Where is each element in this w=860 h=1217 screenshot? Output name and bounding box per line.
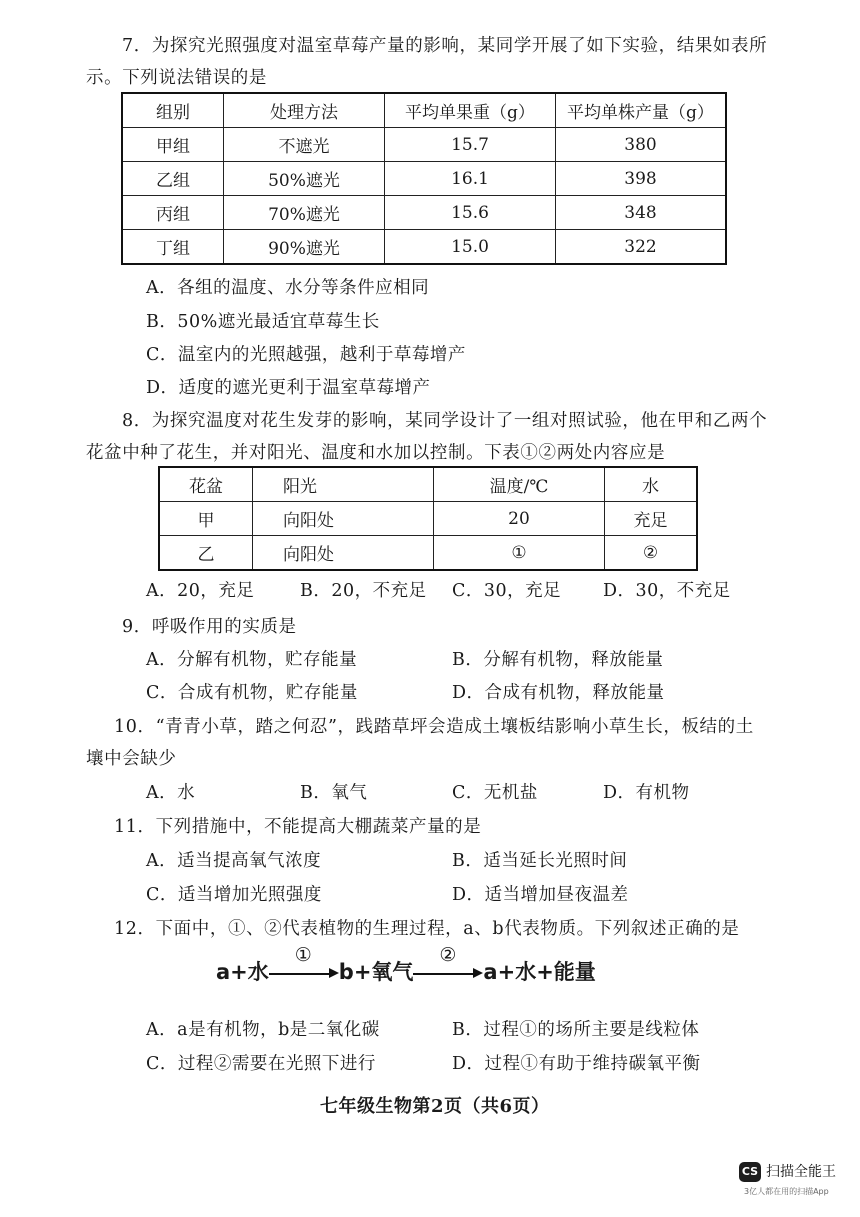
process-arrow-1 (269, 944, 339, 988)
q10-stem-line1: 10．“青青小草，踏之何忍”，践踏草坪会造成土壤板结影响小草生长，板结的土 (114, 717, 754, 737)
table-cell: 15.0 (385, 230, 556, 265)
process-arrow-2 (413, 944, 483, 988)
table-cell: 乙组 (122, 162, 224, 196)
table-cell: 15.7 (385, 128, 556, 162)
page-footer: 七年级生物第2页（共6页） (320, 1096, 550, 1117)
table-row (122, 128, 726, 162)
q8-option-c: C．30，充足 (452, 581, 562, 601)
q8-option-b: B．20，不充足 (300, 581, 427, 601)
table-row (159, 502, 697, 536)
q8-option-d: D．30，不充足 (603, 581, 731, 601)
q9-option-a: A．分解有机物，贮存能量 (146, 650, 358, 670)
q9-option-b: B．分解有机物，释放能量 (452, 650, 664, 670)
table-cell: 不遮光 (224, 128, 385, 162)
q9-option-c: C．合成有机物，贮存能量 (146, 683, 358, 703)
table-header-cell: 组别 (122, 93, 224, 128)
q8-table (158, 466, 698, 571)
q10-stem-line2: 壤中会缺少 (86, 749, 177, 769)
table-header-cell: 阳光 (253, 467, 434, 502)
table-cell: 90%遮光 (224, 230, 385, 265)
q12-option-b: B．过程①的场所主要是线粒体 (452, 1020, 700, 1040)
q7-table (121, 92, 727, 265)
watermark-name: 扫描全能王 (766, 1164, 836, 1180)
table-row (122, 162, 726, 196)
q11-option-c: C．适当增加光照强度 (146, 885, 322, 905)
equation-intermediate: b+氧气 (338, 960, 414, 984)
q7-option-b: B．50%遮光最适宜草莓生长 (146, 312, 380, 332)
q11-option-b: B．适当延长光照时间 (452, 851, 628, 871)
q12-option-d: D．过程①有助于维持碳氧平衡 (452, 1054, 701, 1074)
table-cell: 16.1 (385, 162, 556, 196)
table-cell: ② (605, 536, 698, 571)
watermark-tagline: 3亿人都在用的扫描App (744, 1187, 829, 1196)
table-header-cell: 平均单株产量（g） (556, 93, 727, 128)
q7-option-c: C．温室内的光照越强，越利于草莓增产 (146, 345, 466, 365)
table-cell: 向阳处 (253, 502, 434, 536)
table-cell: ① (434, 536, 605, 571)
table-cell: 20 (434, 502, 605, 536)
q10-option-b: B．氧气 (300, 783, 368, 803)
table-cell: 322 (556, 230, 727, 265)
q11-stem: 11．下列措施中，不能提高大棚蔬菜产量的是 (114, 817, 482, 837)
table-cell: 向阳处 (253, 536, 434, 571)
table-row (122, 230, 726, 265)
table-header-row (122, 93, 726, 128)
equation-reactants: a+水 (216, 960, 269, 984)
table-header-cell: 水 (605, 467, 698, 502)
q7-stem-line1: 7．为探究光照强度对温室草莓产量的影响，某同学开展了如下实验，结果如表所 (122, 36, 768, 56)
table-cell: 甲组 (122, 128, 224, 162)
q11-option-a: A．适当提高氧气浓度 (146, 851, 322, 871)
q8-stem-line1: 8．为探究温度对花生发芽的影响，某同学设计了一组对照试验，他在甲和乙两个 (122, 411, 768, 431)
table-header-cell: 处理方法 (224, 93, 385, 128)
process-label-2: ② (439, 944, 457, 966)
q9-stem: 9．呼吸作用的实质是 (122, 617, 297, 637)
table-cell: 充足 (605, 502, 698, 536)
table-cell: 380 (556, 128, 727, 162)
q7-option-d: D．适度的遮光更利于温室草莓增产 (146, 378, 431, 398)
q12-equation (216, 944, 596, 988)
table-header-cell: 花盆 (159, 467, 253, 502)
q10-option-d: D．有机物 (603, 783, 690, 803)
table-row (122, 196, 726, 230)
table-header-cell: 平均单果重（g） (385, 93, 556, 128)
table-cell: 丁组 (122, 230, 224, 265)
table-cell: 50%遮光 (224, 162, 385, 196)
process-label-1: ① (294, 944, 312, 966)
q8-stem-line2: 花盆中种了花生，并对阳光、温度和水加以控制。下表①②两处内容应是 (86, 443, 666, 463)
table-cell: 15.6 (385, 196, 556, 230)
q12-stem: 12．下面中，①、②代表植物的生理过程，a、b代表物质。下列叙述正确的是 (114, 919, 740, 939)
table-header-cell: 温度/℃ (434, 467, 605, 502)
q10-option-a: A．水 (146, 783, 196, 803)
table-cell: 348 (556, 196, 727, 230)
q9-option-d: D．合成有机物，释放能量 (452, 683, 665, 703)
q11-option-d: D．适当增加昼夜温差 (452, 885, 629, 905)
table-cell: 丙组 (122, 196, 224, 230)
table-cell: 70%遮光 (224, 196, 385, 230)
camscanner-logo-icon: CS (739, 1162, 761, 1182)
q7-option-a: A．各组的温度、水分等条件应相同 (146, 278, 430, 298)
table-row (159, 536, 697, 571)
q10-option-c: C．无机盐 (452, 783, 538, 803)
q12-option-c: C．过程②需要在光照下进行 (146, 1054, 376, 1074)
table-cell: 乙 (159, 536, 253, 571)
q12-option-a: A．a是有机物，b是二氧化碳 (146, 1020, 380, 1040)
table-header-row (159, 467, 697, 502)
q8-option-a: A．20，充足 (146, 581, 255, 601)
table-cell: 甲 (159, 502, 253, 536)
table-cell: 398 (556, 162, 727, 196)
equation-products: a+水+能量 (483, 960, 596, 984)
q7-stem-line2: 示。下列说法错误的是 (86, 68, 267, 88)
